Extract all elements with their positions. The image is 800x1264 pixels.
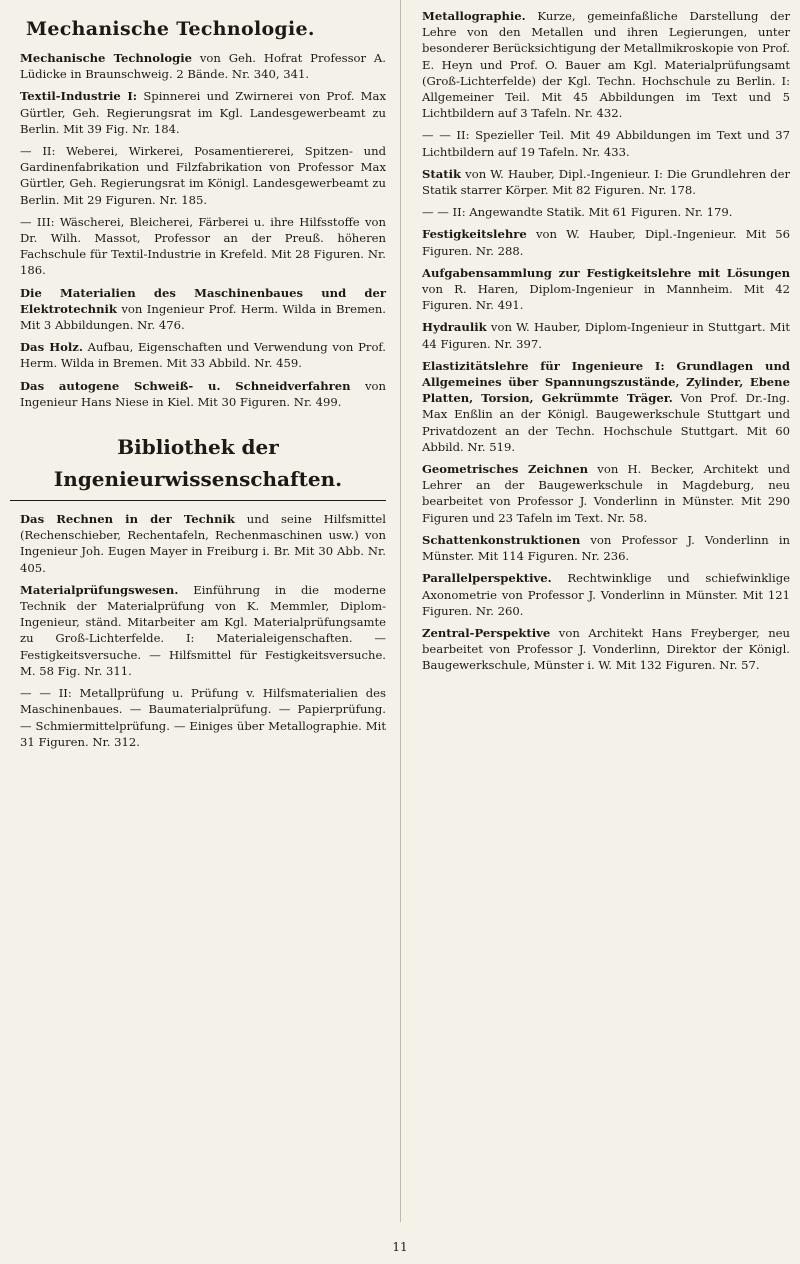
entry-description: Spinnerei und Zwirnerei von Prof. Max Gürtler, Geh. Regierungsrat im Kgl. Landesgewerbeamt zu Berlin. Mit 39 Fig. Nr. 184. <box>20 89 386 136</box>
catalog-entry <box>10 285 386 334</box>
entry-description: von Ingenieur Prof. Herm. Wilda in Bremen. Mit 3 Abbildungen. Nr. 476. <box>20 301 386 333</box>
entry-title: Statik <box>422 166 462 181</box>
entry-description: Aufbau, Eigenschaften und Verwendung von Prof. Herm. Wilda in Bremen. Mit 33 Abbild. Nr. 459. <box>20 340 386 371</box>
entry-description: — — II: Metallprüfung u. Prüfung v. Hilfsmaterialien des Maschinenbaues. — Baumaterialprüfung. — Papierprüfung. — Schmiermittelprüfung. — Einiges über Metallographie. Mit 31 Figuren. Nr. 312. <box>20 686 386 749</box>
catalog-entry <box>412 204 790 220</box>
entry-description: von W. Hauber, Dipl.-Ingenieur. Mit 56 Figuren. Nr. 288. <box>422 227 790 258</box>
entry-description: von Architekt Hans Freyberger, neu bearbeitet von Professor J. Vonderlinn, Direktor der Königl. Baugewerkschule, Münster i. W. Mit 132 Figuren. Nr. 57. <box>422 625 790 673</box>
catalog-entry <box>412 570 790 619</box>
entry-description: von W. Hauber, Diplom-Ingenieur in Stuttgart. Mit 44 Figuren. Nr. 397. <box>422 320 790 351</box>
page-number: 11 <box>392 1240 408 1254</box>
entry-title: Das Holz. <box>20 340 83 355</box>
entry-title: Geometrisches Zeichnen <box>422 462 589 477</box>
section-title-line2: Ingenieurwissenschaften. <box>10 464 386 501</box>
entry-title: Festigkeitslehre <box>422 227 527 242</box>
entry-description: Von Prof. Dr.-Ing. Max Enßlin an der Königl. Baugewerkschule Stuttgart und Privatdozent an der Techn. Hochschule Stuttgart. Mit 60 Abbild. Nr. 519. <box>422 391 790 454</box>
left-entries-bottom <box>10 511 386 750</box>
entry-description: — — II: Spezieller Teil. Mit 49 Abbildungen im Text und 37 Lichtbildern auf 19 Tafeln. Nr. 433. <box>422 128 790 159</box>
entry-description: Rechtwinklige und schiefwinklige Axonometrie von Professor J. Vonderlinn in Münster. Mit 121 Figuren. Nr. 260. <box>422 571 790 618</box>
entry-title: Zentral-Perspektive <box>422 625 551 640</box>
entry-description: — II: Weberei, Wirkerei, Posamentiererei, Spitzen- und Gardinenfabrikation und Filzfabrikation von Professor Max Gürtler, Geh. Regierungsrat im Königl. Landesgewerbeamt zu Berlin. Mit 29 Figuren. Nr. 185. <box>20 144 386 207</box>
catalog-entry <box>412 166 790 198</box>
catalog-entry <box>10 339 386 371</box>
entry-title: Das autogene Schweiß- u. Schneidverfahren <box>20 378 351 393</box>
catalog-entry <box>412 8 790 121</box>
catalog-entry <box>412 461 790 526</box>
entry-title: Materialprüfungswesen. <box>20 582 179 597</box>
entry-title: Parallelperspektive. <box>422 571 552 586</box>
entry-title: Schattenkonstruktionen <box>422 532 581 547</box>
catalog-entry <box>10 50 386 82</box>
catalog-entry <box>10 214 386 279</box>
entry-title: Hydraulik <box>422 320 487 335</box>
right-column <box>412 0 790 680</box>
catalog-entry <box>412 625 790 674</box>
entry-title: Aufgabensammlung zur Festigkeitslehre mit Lösungen <box>422 265 790 280</box>
catalog-entry <box>412 358 790 455</box>
entry-description: — III: Wäscherei, Bleicherei, Färberei u. ihre Hilfsstoffe von Dr. Wilh. Massot, Professor an der Preuß. höheren Fachschule für Textil-Industrie in Krefeld. Mit 28 Figuren. Nr. 186. <box>20 214 386 278</box>
entry-title: Textil-Industrie I: <box>20 89 138 104</box>
entry-title: Die Materialien des Maschinenbaues und der Elektrotechnik <box>20 285 386 316</box>
left-column <box>10 0 386 756</box>
entry-description: Einführung in die moderne Technik der Materialprüfung von K. Memmler, Diplom-Ingenieur, ständ. Mitarbeiter am Kgl. Materialprüfungsamte zu Groß-Lichterfelde. I: Materialeigenschaften. — Festigkeitsversuche. — Hilfsmittel für Festigkeitsversuche. M. 58 Fig. Nr. 311. <box>20 582 386 678</box>
catalog-entry <box>412 532 790 564</box>
entry-description: — — II: Angewandte Statik. Mit 61 Figuren. Nr. 179. <box>422 205 733 220</box>
catalog-entry <box>10 143 386 208</box>
entry-description: von Geh. Hofrat Professor A. Lüdicke in Braunschweig. 2 Bände. Nr. 340, 341. <box>20 51 386 82</box>
left-entries-top <box>10 50 386 410</box>
entry-description: von Professor J. Vonderlinn in Münster. Mit 114 Figuren. Nr. 236. <box>422 532 790 564</box>
entry-description: Kurze, gemeinfaßliche Darstellung der Lehre von den Metallen und ihren Legierungen, unter besonderer Berücksichtigung der Metallmikroskopie von Prof. E. Heyn und Prof. O. Bauer am Kgl. Materialprüfungsamt (Groß-Lichterfelde) der Kgl. Techn. Hochschule zu Berlin. I: Allgemeiner Teil. Mit 45 Abbildungen im Text und 5 Lichtbildern auf 3 Tafeln. Nr. 432. <box>422 9 790 121</box>
section-title-line1: Bibliothek der <box>117 435 279 460</box>
entry-description: von W. Hauber, Dipl.-Ingenieur. I: Die Grundlehren der Statik starrer Körper. Mit 82 Figuren. Nr. 178. <box>422 166 790 198</box>
entry-description: und seine Hilfsmittel (Rechenschieber, Rechentafeln, Rechenmaschinen usw.) von Ingenieur Joh. Eugen Mayer in Freiburg i. Br. Mit 30 Abb. Nr. 405. <box>20 512 386 575</box>
catalog-entry <box>412 319 790 351</box>
column-divider <box>400 0 401 1222</box>
catalog-entry <box>10 88 386 137</box>
entry-title: Mechanische Technologie <box>20 51 192 65</box>
entry-description: von R. Haren, Diplom-Ingenieur in Mannheim. Mit 42 Figuren. Nr. 491. <box>422 282 790 313</box>
entry-title: Metallographie. <box>422 9 526 23</box>
catalog-entry <box>10 511 386 576</box>
entry-title: Elastizitätslehre für Ingenieure I: Grundlagen und Allgemeines über Spannungszustände, Zylinder, Ebene Platten, Torsion, Gekrümmte Träger. <box>422 358 790 406</box>
catalog-entry <box>412 265 790 314</box>
entry-title: Das Rechnen in der Technik <box>20 512 235 527</box>
catalog-entry <box>10 378 386 410</box>
catalog-entry <box>412 226 790 258</box>
catalog-entry <box>10 685 386 750</box>
entry-description: von H. Becker, Architekt und Lehrer an der Baugewerkschule in Magdeburg, neu bearbeitet von Professor J. Vonderlinn in Münster. Mit 290 Figuren und 23 Tafeln im Text. Nr. 58. <box>422 462 790 525</box>
catalog-entry <box>10 582 386 679</box>
catalog-entry <box>412 127 790 159</box>
right-entries <box>412 8 790 674</box>
entry-description: von Ingenieur Hans Niese in Kiel. Mit 30 Figuren. Nr. 499. <box>20 378 386 409</box>
page-heading: Mechanische Technologie. <box>26 18 315 40</box>
